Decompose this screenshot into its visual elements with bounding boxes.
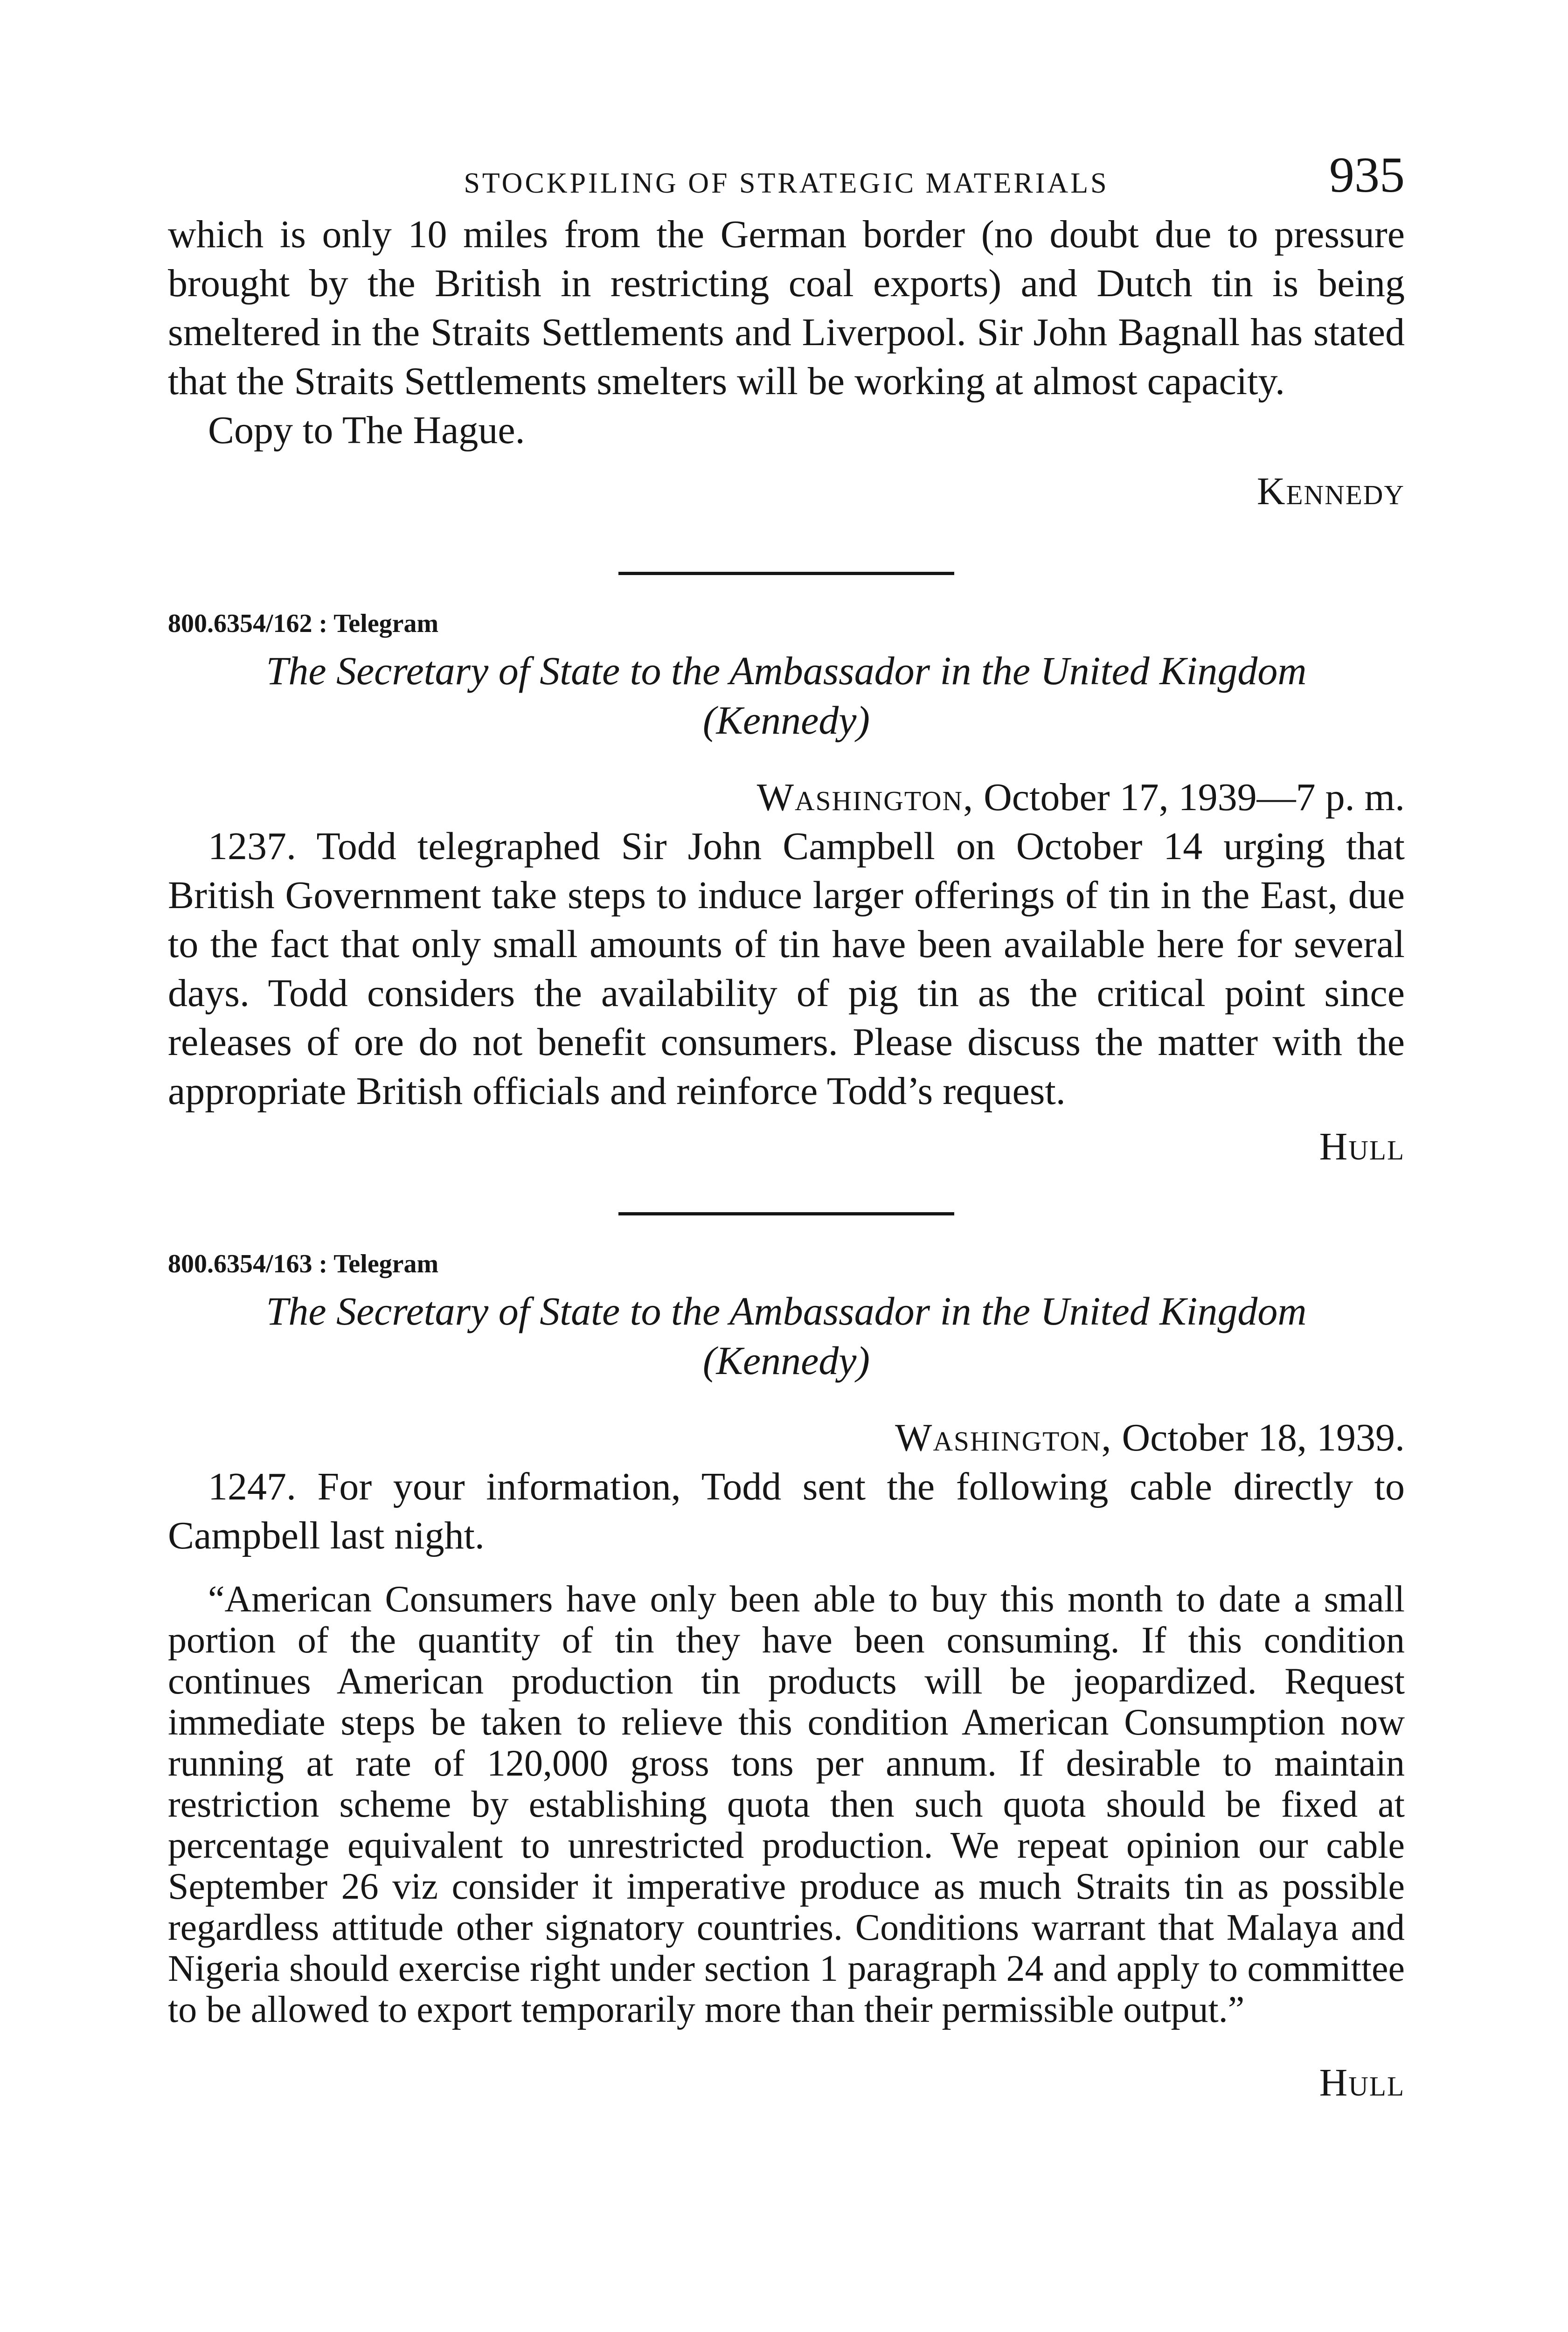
dateline-place: Washington,: [895, 1416, 1112, 1459]
dateline-place: Washington,: [756, 776, 974, 819]
section-divider: [618, 1212, 954, 1215]
section-divider: [618, 572, 954, 575]
telegram-title-recipient: (Kennedy): [702, 1338, 870, 1383]
signature-hull: Hull: [1319, 2061, 1405, 2104]
copy-line: Copy to The Hague.: [208, 409, 525, 452]
running-head: STOCKPILING OF STRATEGIC MATERIALS: [464, 167, 1109, 199]
telegram-body: 1237. Todd telegraphed Sir John Campbell on October 14 urging that British Government take steps to induce larger offerings of tin in the East, due to the fact that only small amounts of tin have been available here for several days. Todd considers the availability of pig tin as the critical point since releases of ore do not benefit consumers. Please discuss the matter with the appropriate British officials and reinforce Todd’s request.: [168, 825, 1405, 1113]
file-reference: 800.6354/162 : Telegram: [168, 609, 439, 638]
telegram-1237: [168, 605, 1405, 1171]
telegram-1247: [168, 1245, 1405, 2107]
file-reference: 800.6354/163 : Telegram: [168, 1249, 439, 1278]
document-page: [168, 140, 1405, 2107]
signature-hull: Hull: [1319, 1125, 1405, 1168]
signature-kennedy: Kennedy: [1256, 470, 1405, 513]
page-number: 935: [1329, 147, 1405, 203]
dateline-date: October 17, 1939—7 p. m.: [974, 776, 1405, 819]
page-header: [168, 140, 1405, 210]
quoted-cable: “American Consumers have only been able to buy this month to date a small portion of the quantity of tin they have been consuming. If this condition continues American production tin products will be jeopardized. Request immediate steps be taken to relieve this condition American Consumption now running at rate of 120,000 gross tons per annum. If desirable to maintain restriction scheme by establishing quota then such quota should be fixed at percentage equivalent to unrestricted production. We repeat opinion our cable September 26 viz consider it imperative produce as much Straits tin as possible regardless attitude other signatory countries. Conditions warrant that Malaya and Nigeria should exercise right under section 1 paragraph 24 and apply to committee to be allowed to export temporarily more than their permissible output.”: [168, 1579, 1405, 2030]
telegram-body: 1247. For your information, Todd sent the following cable directly to Campbell last night.: [168, 1465, 1405, 1557]
dateline-date: October 18, 1939.: [1112, 1416, 1405, 1459]
dateline: [168, 773, 1405, 822]
continuation-paragraph: which is only 10 miles from the German border (no doubt due to pressure brought by the British in restricting coal exports) and Dutch tin is being smeltered in the Straits Settlements and Liverpool. Sir John Bagnall has stated that the Straits Settlements smelters will be working at almost capacity.: [168, 213, 1405, 403]
telegram-title: The Secretary of State to the Ambassador in the United Kingdom: [266, 1289, 1307, 1333]
telegram-title-recipient: (Kennedy): [702, 698, 870, 743]
telegram-title: The Secretary of State to the Ambassador in the United Kingdom: [266, 648, 1307, 693]
dateline: [168, 1413, 1405, 1462]
